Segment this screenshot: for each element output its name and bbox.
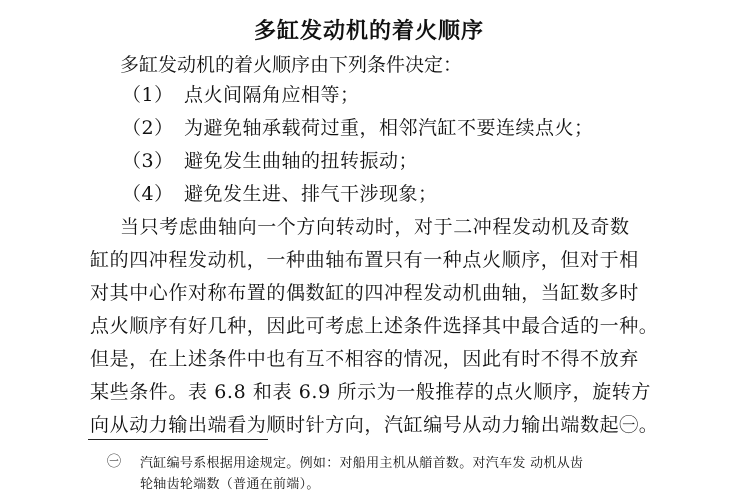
condition-number: （4） <box>122 183 174 205</box>
footnote-line: 轮轴齿轮端数（普通在前端）。 <box>140 477 320 492</box>
condition-item <box>122 113 594 140</box>
page-title: 多缸发动机的着火顺序 <box>253 19 484 44</box>
condition-number: （1） <box>122 84 174 106</box>
condition-text: 点火间隔角应相等； <box>184 84 360 106</box>
condition-text: 为避免轴承载荷过重，相邻汽缸不要连续点火； <box>184 117 594 139</box>
condition-item <box>122 80 360 107</box>
intro-text: 多缸发动机的着火顺序由下列条件决定： <box>120 54 463 76</box>
condition-text: 避免发生曲轴的扭转振动； <box>184 150 419 172</box>
paragraph-line: 向从动力输出端看为顺时针方向，汽缸编号从动力输出端数起㊀。 <box>90 414 659 436</box>
footnote-line: 汽缸编号系根据用途规定。例如：对船用主机从艏首数。对汽车发 动机从齿 <box>140 456 584 471</box>
footnote-divider <box>88 439 268 440</box>
paragraph-line: 某些条件。表 6.8 和表 6.9 所示为一般推荐的点火顺序，旋转方 <box>90 381 651 403</box>
paragraph-line: 但是，在上述条件中也有互不相容的情况，因此有时不得不放弃 <box>90 348 639 370</box>
paragraph-line: 对其中心作对称布置的偶数缸的四冲程发动机曲轴，当缸数多时 <box>90 282 639 304</box>
condition-number: （3） <box>122 150 174 172</box>
footnote-mark: ㊀ <box>107 454 121 470</box>
condition-item <box>122 179 438 206</box>
paragraph-line: 缸的四冲程发动机，一种曲轴布置只有一种点火顺序，但对于相 <box>90 249 639 271</box>
condition-item <box>122 146 418 173</box>
condition-text: 避免发生进、排气干涉现象； <box>184 183 438 205</box>
paragraph-line: 当只考虑曲轴向一个方向转动时，对于二冲程发动机及奇数 <box>120 216 630 238</box>
paragraph-line: 点火顺序有好几种，因此可考虑上述条件选择其中最合适的一种。 <box>90 315 659 337</box>
condition-number: （2） <box>122 117 174 139</box>
